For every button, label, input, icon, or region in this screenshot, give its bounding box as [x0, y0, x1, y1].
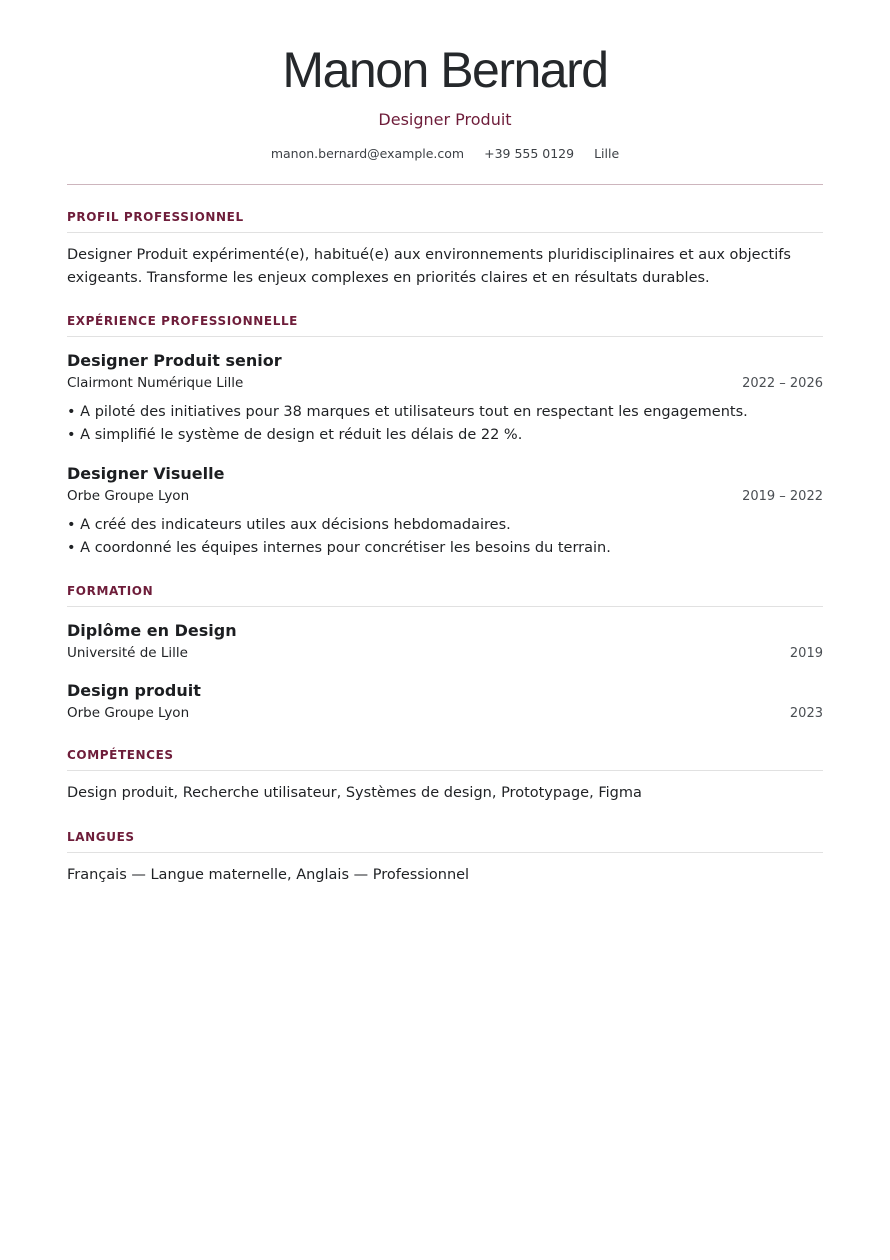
header-divider: [67, 184, 823, 185]
achievement-item: • A simplifié le système de design et réduit les délais de 22 %.: [67, 426, 523, 443]
resume-header: [67, 0, 823, 185]
section-education: [67, 583, 823, 723]
contact-phone[interactable]: +39 555 0129: [484, 146, 575, 161]
section-title-languages: LANGUES: [67, 829, 823, 853]
contact-city: Lille: [594, 146, 620, 161]
languages-list: Français — Langue maternelle, Anglais — Professionnel: [67, 866, 470, 883]
education-entry: [67, 680, 823, 723]
education-meta: [67, 644, 823, 663]
degree-title: Diplôme en Design: [67, 621, 237, 640]
section-languages: [67, 829, 823, 887]
school-name: Orbe Groupe Lyon: [67, 705, 190, 721]
contact-email[interactable]: manon.bernard@example.com: [270, 146, 465, 161]
section-skills: [67, 747, 823, 805]
job-achievements: [67, 514, 823, 559]
school-name: Université de Lille: [67, 645, 188, 661]
degree-title: Design produit: [67, 681, 201, 700]
experience-entry: [67, 350, 823, 446]
resume-page: [67, 0, 823, 886]
section-profile: [67, 209, 823, 289]
section-title-experience: EXPÉRIENCE PROFESSIONNELLE: [67, 313, 823, 337]
job-dates: 2019 – 2022: [742, 489, 823, 504]
job-achievements: [67, 401, 823, 446]
contact-line: [67, 146, 823, 162]
job-dates: 2022 – 2026: [742, 376, 823, 391]
achievement-item: • A piloté des initiatives pour 38 marques et utilisateurs tout en respectant les engagements.: [67, 404, 748, 420]
job-company: Clairmont Numérique Lille: [67, 375, 244, 391]
job-title: Designer Produit senior: [67, 351, 282, 370]
job-company: Orbe Groupe Lyon: [67, 488, 190, 504]
job-title: Designer Visuelle: [67, 464, 225, 483]
achievement-item: • A coordonné les équipes internes pour concrétiser les besoins du terrain.: [67, 539, 611, 556]
profile-summary: Designer Produit expérimenté(e), habitué(e) aux environnements pluridisciplinaires et aux objectifs exigeants. Transforme les enjeux complexes en priorités claires et en résultats durables.: [67, 247, 791, 286]
education-meta: [67, 704, 823, 723]
section-title-education: FORMATION: [67, 583, 823, 607]
candidate-role: Designer Produit: [378, 110, 512, 129]
experience-entry: [67, 463, 823, 559]
section-experience: [67, 313, 823, 559]
education-year: 2023: [789, 706, 823, 721]
skills-list: Design produit, Recherche utilisateur, Systèmes de design, Prototypage, Figma: [67, 785, 642, 801]
job-meta: [67, 374, 823, 393]
section-title-skills: COMPÉTENCES: [67, 747, 823, 771]
job-meta: [67, 487, 823, 506]
achievement-item: • A créé des indicateurs utiles aux décisions hebdomadaires.: [67, 517, 511, 533]
education-entry: [67, 620, 823, 663]
section-title-profile: PROFIL PROFESSIONNEL: [67, 209, 823, 233]
education-year: 2019: [789, 646, 823, 661]
candidate-name: Manon Bernard: [282, 42, 608, 98]
